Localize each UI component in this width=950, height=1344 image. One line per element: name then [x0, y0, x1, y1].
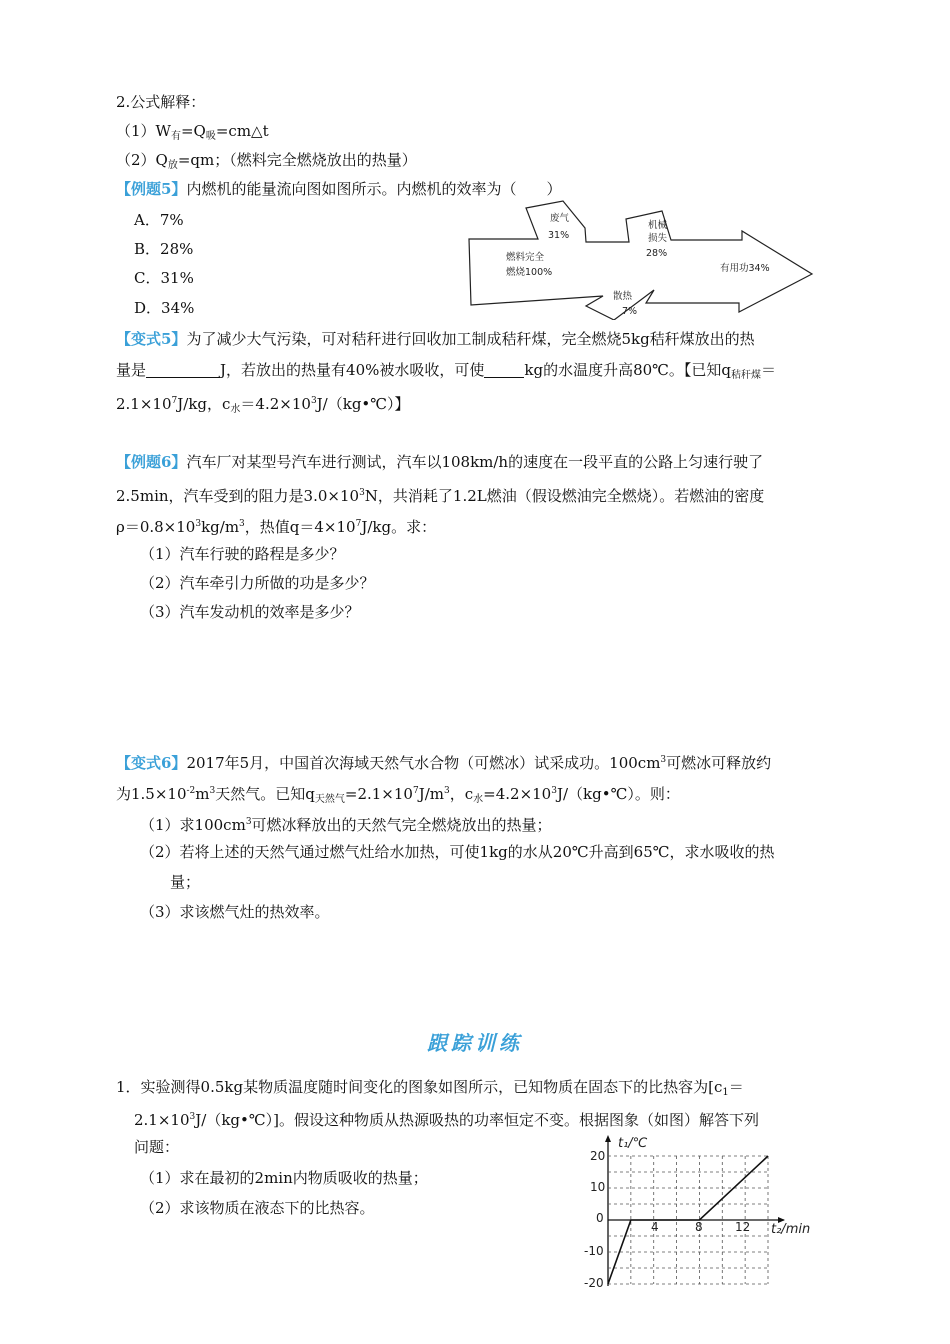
variant-6-line-1: 【变式6】2017年5月，中国首次海域天然气水合物（可燃冰）试采成功。$100cm^3$可燃冰可释放约	[116, 754, 772, 772]
track-1-question-1: （1）求在最初的2min内物质吸收的热量；	[140, 1169, 428, 1187]
section-title: 跟踪训练	[427, 1031, 523, 1055]
variant-6-line-2: 为$1.5\times 10^{-2}m^3$天然气。已知$q_{天然气}=2.1\times 10^7J/m^3$，$c_水=4.2\times 10^3J/(kg•℃)$。则：	[116, 785, 680, 805]
option-a: A．7%	[134, 211, 184, 229]
answer-blank-1	[146, 362, 220, 378]
example-6-line-1: 【例题6】汽车厂对某型号汽车进行测试，汽车以108km/h的速度在一段平直的公路上匀速行驶了	[116, 453, 764, 471]
mech-label-2: 损失	[648, 233, 668, 244]
x-axis-label: t₂/min	[771, 1222, 811, 1237]
exhaust-value: 31%	[548, 230, 570, 241]
exhaust-label: 废气	[550, 213, 570, 224]
option-d: D．34%	[134, 299, 195, 317]
variant-5-tag: 【变式5】	[116, 330, 187, 348]
heat-label: 散热	[613, 291, 633, 302]
track-1-line-1: 1．实验测得0.5kg某物质温度随时间变化的图象如图所示，已知物质在固态下的比热容为[$c_1=$	[116, 1078, 744, 1098]
y-axis-label: t₁/℃	[618, 1136, 648, 1151]
variant-6-tag: 【变式6】	[116, 754, 187, 772]
y-tick-neg20: -20	[584, 1276, 604, 1290]
variant-6-question-2: （2）若将上述的天然气通过燃气灶给水加热，可使1kg的水从20℃升高到65℃，求水吸收的热	[140, 843, 775, 861]
example-5-question: 【例题5】内燃机的能量流向图如图所示。内燃机的效率为（ ）	[116, 180, 562, 198]
variant-5-line-1: 【变式5】为了减少大气污染，可对秸秆进行回收加工制成秸秆煤，完全燃烧5kg秸秆煤放出的热	[116, 330, 755, 348]
example-6-question-1: （1）汽车行驶的路程是多少？	[140, 545, 345, 563]
x-tick-4: 4	[651, 1220, 659, 1234]
temperature-graph	[578, 1130, 818, 1300]
track-1-question-2: （2）求该物质在液态下的比热容。	[140, 1199, 375, 1217]
energy-flow-diagram	[466, 198, 818, 320]
example-6-tag: 【例题6】	[116, 453, 187, 471]
formula-line-2: $(2)Q_放=qm$；（燃料完全燃烧放出的热量）	[116, 151, 417, 171]
answer-blank-2	[484, 362, 524, 378]
variant-6-question-1: （1）求$100cm^3$可燃冰释放出的天然气完全燃烧放出的热量；	[140, 816, 552, 834]
track-1-line-3: 问题：	[134, 1138, 180, 1156]
heat-value: 7%	[622, 306, 638, 317]
mech-label-1: 机械	[648, 220, 668, 231]
fuel-label-1: 燃料完全	[506, 252, 545, 263]
fuel-label-2: 燃烧100%	[506, 267, 553, 278]
track-1-line-2: $2.1\times 10^3J/(kg•℃)$]。假设这种物质从热源吸热的功率恒定不变。根据图象（如图）解答下列	[134, 1111, 759, 1129]
useful-label: 有用功34%	[720, 263, 770, 274]
option-c: C．31%	[134, 269, 194, 287]
y-tick-0: 0	[596, 1211, 604, 1225]
y-tick-20: 20	[590, 1149, 606, 1163]
y-tick-neg10: -10	[584, 1244, 604, 1258]
y-tick-10: 10	[590, 1180, 606, 1194]
example-5-tag: 【例题5】	[116, 180, 187, 198]
example-6-line-3: $\rho=0.8\times 10^3kg/m^3$，热值$q=4\times 10^7J/kg$。求：	[116, 518, 437, 536]
variant-6-question-2-cont: 量；	[170, 873, 201, 891]
x-tick-12: 12	[735, 1220, 751, 1234]
option-b: B．28%	[134, 240, 194, 258]
example-6-question-2: （2）汽车牵引力所做的功是多少？	[140, 574, 375, 592]
variant-6-question-3: （3）求该燃气灶的热效率。	[140, 903, 330, 921]
variant-5-line-2: 量是 J，若放出的热量有40%被水吸收，可使 kg的水温度升高80℃。【已知$q_{秸秆煤}=$	[116, 361, 777, 381]
example-6-line-2: 2.5min，汽车受到的阻力是$3.0\times 10^3N$，共消耗了1.2L燃油（假设燃油完全燃烧）。若燃油的密度	[116, 487, 765, 505]
mech-value: 28%	[646, 248, 668, 259]
example-6-question-3: （3）汽车发动机的效率是多少？	[140, 603, 360, 621]
formula-heading: 2.公式解释：	[116, 93, 206, 111]
variant-5-line-3: $2.1\times 10^7J/kg$，$c_水=4.2\times 10^3J/(kg•℃)$】	[116, 395, 410, 415]
x-tick-8: 8	[695, 1220, 703, 1234]
formula-line-1: $(1)W_有=Q_吸=cm\triangle t$	[116, 122, 269, 142]
